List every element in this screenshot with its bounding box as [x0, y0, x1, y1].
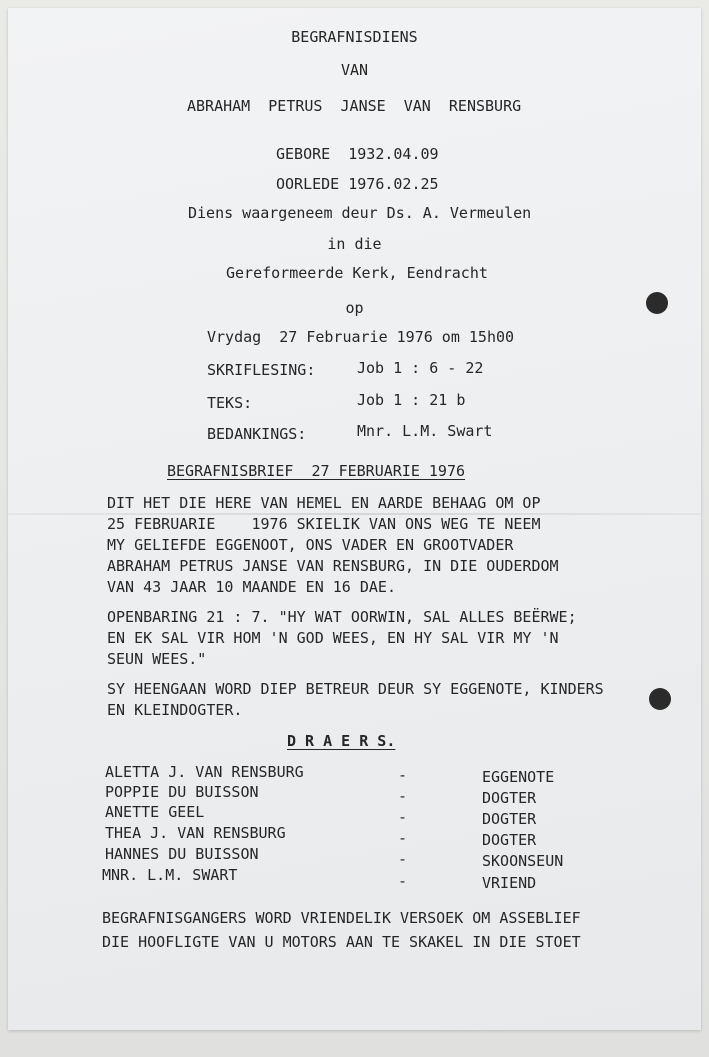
paragraph-line: EN KLEINDOGTER. [107, 701, 243, 719]
pallbearer-name: ALETTA J. VAN RENSBURG [105, 763, 304, 781]
text-value: Job 1 : 21 b [357, 391, 466, 409]
pallbearer-dash: - [398, 850, 408, 868]
scripture-value: Job 1 : 6 - 22 [357, 359, 484, 377]
pallbearer-relation: SKOONSEUN [482, 852, 564, 870]
paragraph-line: SY HEENGAAN WORD DIEP BETREUR DEUR SY EGGENOTE, KINDERS [107, 680, 604, 698]
paragraph-line: EN EK SAL VIR HOM 'N GOD WEES, EN HY SAL VIR MY 'N [107, 629, 559, 647]
text-label: TEKS: [207, 394, 253, 412]
pallbearer-name: HANNES DU BUISSON [105, 845, 259, 863]
pallbearer-name: MNR. L.M. SWART [102, 866, 238, 884]
officiant-line: Diens waargeneem deur Ds. A. Vermeulen [188, 204, 532, 222]
scripture-label: SKRIFLESING: [207, 361, 316, 379]
death-date: OORLEDE 1976.02.25 [276, 175, 439, 193]
title-van: VAN [340, 61, 369, 79]
paragraph-line: ABRAHAM PETRUS JANSE VAN RENSBURG, IN DIE OUDERDOM [107, 557, 559, 575]
notice-heading: BEGRAFNISBRIEF 27 FEBRUARIE 1976 [167, 462, 466, 480]
pallbearer-relation: DOGTER [482, 831, 537, 849]
pallbearer-relation: VRIEND [482, 874, 537, 892]
pallbearer-dash: - [398, 787, 408, 805]
pallbearer-dash: - [398, 766, 408, 784]
pallbearer-relation: EGGENOTE [482, 768, 555, 786]
pallbearer-relation: DOGTER [482, 810, 537, 828]
paragraph-line: MY GELIEFDE EGGENOOT, ONS VADER EN GROOTVADER [107, 536, 514, 554]
pallbearer-dash: - [398, 872, 408, 890]
pallbearers-heading: D R A E R S. [287, 732, 396, 750]
pallbearer-dash: - [398, 829, 408, 847]
document-title: BEGRAFNISDIENS [291, 28, 418, 46]
pallbearer-dash: - [398, 808, 408, 826]
punch-hole [649, 688, 671, 710]
birth-date: GEBORE 1932.04.09 [276, 145, 439, 163]
thanks-value: Mnr. L.M. Swart [357, 422, 493, 440]
closing-line: BEGRAFNISGANGERS WORD VRIENDELIK VERSOEK OM ASSEBLIEF [102, 909, 581, 927]
in-die-line: in die [327, 235, 382, 253]
paragraph-line: 25 FEBRUARIE 1976 SKIELIK VAN ONS WEG TE NEEM [107, 515, 541, 533]
paragraph-line: OPENBARING 21 : 7. "HY WAT OORWIN, SAL ALLES BEËRWE; [107, 608, 577, 626]
deceased-name: ABRAHAM PETRUS JANSE VAN RENSBURG [187, 97, 522, 115]
pallbearer-relation: DOGTER [482, 789, 537, 807]
paragraph-line: VAN 43 JAAR 10 MAANDE EN 16 DAE. [107, 578, 396, 596]
op-line: op [345, 299, 364, 317]
thanks-label: BEDANKINGS: [207, 425, 307, 443]
pallbearer-name: THEA J. VAN RENSBURG [105, 824, 286, 842]
closing-line: DIE HOOFLIGTE VAN U MOTORS AAN TE SKAKEL IN DIE STOET [102, 933, 581, 951]
service-date-time: Vrydag 27 Februarie 1976 om 15h00 [207, 328, 515, 346]
paragraph-line: DIT HET DIE HERE VAN HEMEL EN AARDE BEHAAG OM OP [107, 494, 541, 512]
church-line: Gereformeerde Kerk, Eendracht [226, 264, 488, 282]
paragraph-line: SEUN WEES." [107, 650, 207, 668]
pallbearer-name: POPPIE DU BUISSON [105, 783, 259, 801]
pallbearer-name: ANETTE GEEL [105, 803, 205, 821]
